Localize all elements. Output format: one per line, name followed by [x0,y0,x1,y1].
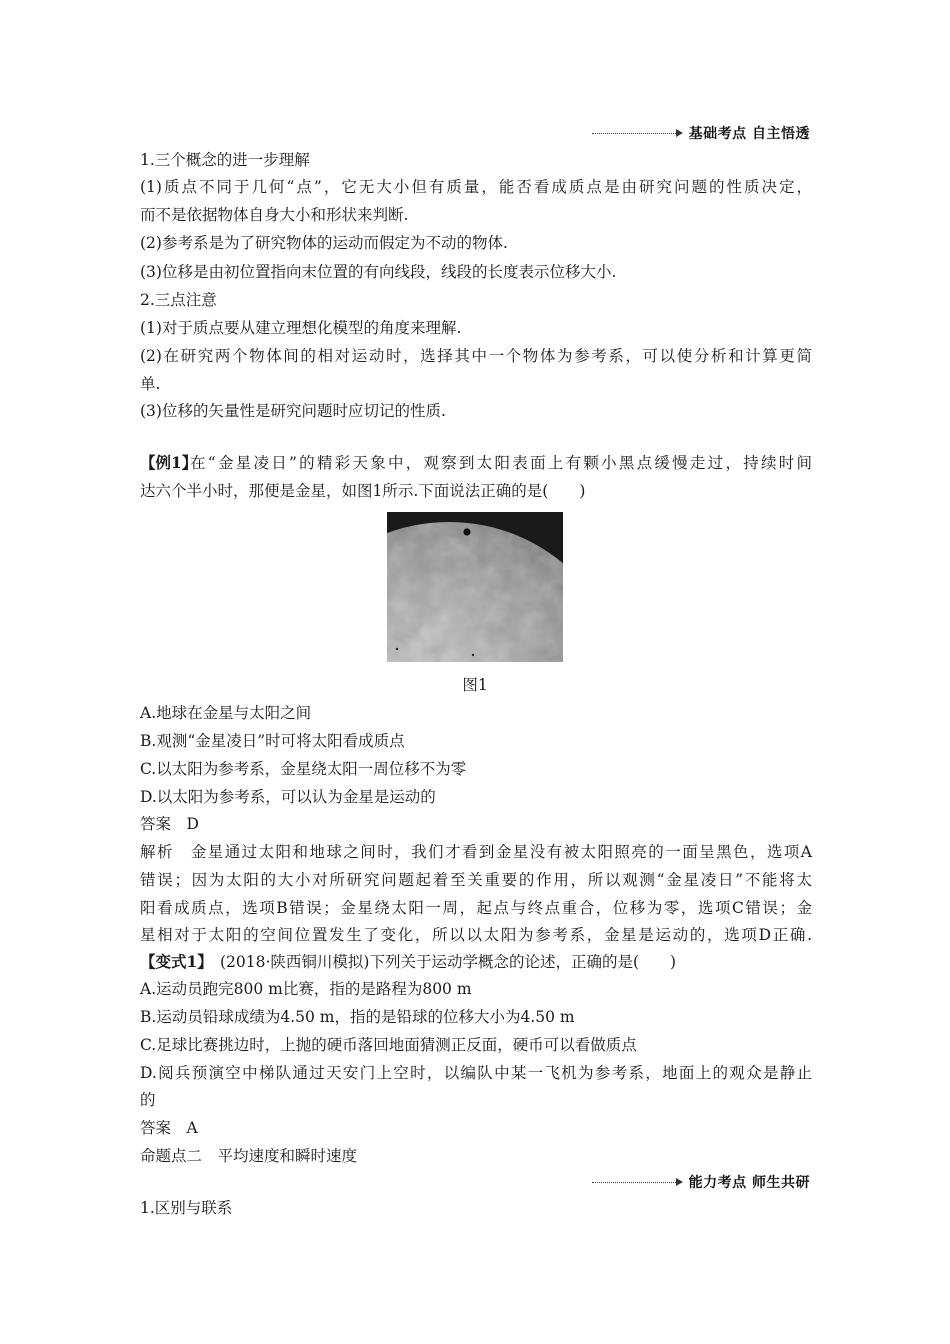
example-label: 【例1】 [140,453,198,472]
option-d: D.以太阳为参考系，可以认为金星是运动的 [140,788,436,806]
text-line: (2)参考系是为了研究物体的运动而假定为不动的物体. [140,234,508,252]
example-1-question-cont: 达六个半小时，那便是金星，如图1所示.下面说法正确的是( ) [140,482,586,500]
answer-2: 答案 A [140,1119,198,1137]
explanation-line: 错误；因为太阳的大小对所研究问题起着至关重要的作用，所以观测“金星凌日”不能将太 [140,871,812,889]
variant-option-c: C.足球比赛挑边时，上抛的硬币落回地面猜测正反面，硬币可以看做质点 [140,1036,637,1054]
example-1-tag [140,453,197,473]
section-banner-basic [592,123,810,143]
explanation-line: 星相对于太阳的空间位置发生了变化，所以以太阳为参考系，金星是运动的，选项D正确. [140,926,812,944]
dotted-leader [592,1182,676,1183]
section-banner-ability [592,1172,810,1192]
explanation-line: 阳看成质点，选项B错误；金星绕太阳一周，起点与终点重合，位移为零，选项C错误；金 [140,899,812,917]
text-line: (2)在研究两个物体间的相对运动时，选择其中一个物体为参考系，可以使分析和计算更简 [140,347,812,365]
option-c: C.以太阳为参考系，金星绕太阳一周位移不为零 [140,760,467,778]
figure-caption: 图1 [462,676,488,694]
variant-option-a: A.运动员跑完800 m比赛，指的是路程为800 m [140,980,472,998]
variant-option-d: D.阅兵预演空中梯队通过天安门上空时，以编队中某一飞机为参考系，地面上的观众是静止 [140,1064,812,1082]
venus-dot [463,528,470,535]
text-line: (1)质点不同于几何“点”，它无大小但有质量，能否看成质点是由研究问题的性质决定， [140,178,812,196]
variant-1-question: (2018·陕西铜川模拟)下列关于运动学概念的论述，正确的是( ) [220,953,677,971]
section-heading: 命题点二 平均速度和瞬时速度 [140,1147,358,1165]
text-line: 而不是依据物体自身大小和形状来判断. [140,206,409,224]
heading-difference: 1.区别与联系 [140,1199,233,1217]
venus-transit-figure [387,512,563,662]
heading-three-notes: 2.三点注意 [140,291,217,309]
arrow-icon [676,129,683,137]
variant-option-d-cont: 的 [140,1091,156,1109]
variant-1-tag [140,952,213,972]
banner-label: 基础考点 自主悟透 [688,126,810,142]
text-line: 单. [140,375,161,393]
explanation-line: 解析 金星通过太阳和地球之间时，我们才看到金星没有被太阳照亮的一面呈黑色，选项A [140,843,812,861]
text-line: (3)位移是由初位置指向末位置的有向线段，线段的长度表示位移大小. [140,263,617,281]
arrow-icon [676,1178,683,1186]
variant-option-b: B.运动员铅球成绩为4.50 m，指的是铅球的位移大小为4.50 m [140,1008,575,1026]
text-line: (1)对于质点要从建立理想化模型的角度来理解. [140,319,462,337]
example-1-question: 在“金星凌日”的精彩天象中，观察到太阳表面上有颗小黑点缓慢走过，持续时间 [190,454,812,472]
variant-label: 【变式1】 [140,952,213,971]
heading-three-concepts: 1.三个概念的进一步理解 [140,151,310,169]
sun-photo-image [387,512,563,662]
option-b: B.观测“金星凌日”时可将太阳看成质点 [140,732,405,750]
banner-label: 能力考点 师生共研 [688,1175,810,1191]
dotted-leader [592,133,676,134]
text-line: (3)位移的矢量性是研究问题时应切记的性质. [140,402,446,420]
option-a: A.地球在金星与太阳之间 [140,704,312,722]
answer-1: 答案 D [140,815,199,833]
